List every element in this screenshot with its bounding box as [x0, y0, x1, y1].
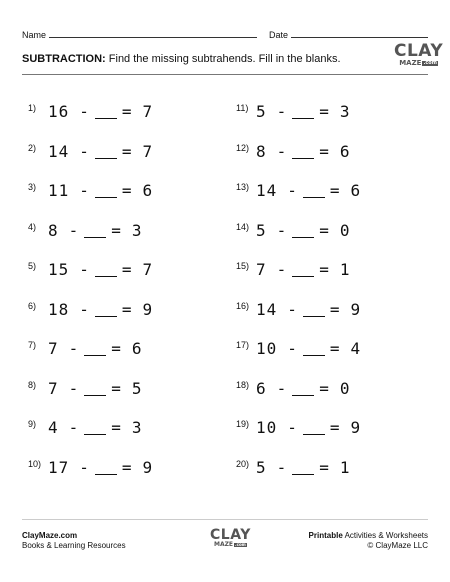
date-label: Date — [269, 30, 289, 40]
problem-equals: = — [319, 102, 330, 121]
problem-result: 3 — [131, 220, 143, 240]
answer-blank[interactable] — [292, 158, 314, 159]
problem-8 — [28, 379, 143, 399]
problem-equals: = — [319, 378, 330, 398]
problem-minus: - — [276, 260, 288, 279]
footer-printable-rest: Activities & Worksheets — [342, 531, 428, 540]
problem-result: 4 — [350, 339, 362, 358]
answer-blank[interactable] — [95, 276, 117, 277]
problem-result: 6 — [131, 339, 143, 358]
problem-number: 11) — [236, 103, 249, 113]
logo-maze-text: MAZE — [399, 59, 422, 67]
problem-result: 7 — [142, 102, 154, 121]
footer-tagline: Books & Learning Resources — [22, 541, 126, 550]
problem-minuend: 10 — [256, 418, 278, 437]
logo-clay-text: CLAY — [394, 41, 444, 61]
problem-minuend: 14 — [48, 141, 70, 161]
answer-blank[interactable] — [303, 316, 325, 317]
problem-number: 18) — [236, 379, 250, 390]
name-date-row — [22, 24, 428, 40]
problem-equals: = — [111, 378, 122, 398]
problem-number: 1) — [28, 103, 37, 113]
problem-minuend: 11 — [48, 181, 70, 200]
problem-result: 3 — [131, 418, 143, 437]
name-blank-line[interactable] — [49, 37, 257, 38]
problem-equals: = — [329, 299, 341, 319]
problem-minus: - — [287, 418, 298, 437]
claymaze-logo-icon — [394, 43, 443, 67]
problem-number: 20) — [236, 458, 250, 469]
header-divider — [22, 74, 428, 75]
problem-equals: = — [111, 418, 122, 437]
problem-number: 15) — [236, 261, 250, 271]
problem-15 — [236, 260, 351, 280]
problem-minuend: 8 — [48, 220, 59, 240]
problem-17 — [236, 339, 361, 359]
problem-minuend: 5 — [256, 102, 267, 121]
footer-left — [22, 531, 126, 551]
answer-blank[interactable] — [292, 474, 314, 475]
problem-number: 16) — [236, 300, 250, 311]
problem-minus: - — [79, 181, 90, 200]
problem-minuend: 16 — [48, 102, 70, 121]
problem-minuend: 14 — [256, 181, 278, 200]
answer-blank[interactable] — [95, 474, 117, 475]
problem-13 — [236, 181, 361, 201]
problem-equals: = — [121, 181, 133, 200]
problem-result: 1 — [339, 260, 351, 279]
problem-11 — [236, 102, 351, 122]
footer-printable-bold: Printable — [308, 531, 343, 540]
problem-equals: = — [121, 299, 133, 319]
problem-3 — [28, 181, 153, 201]
problem-minuend: 6 — [256, 378, 267, 398]
footer-printable — [309, 531, 428, 541]
name-label: Name — [22, 30, 47, 40]
answer-blank[interactable] — [95, 158, 117, 159]
problem-minus: - — [287, 181, 298, 200]
answer-blank[interactable] — [303, 355, 325, 356]
problem-minuend: 5 — [256, 220, 267, 240]
problem-minus: - — [68, 339, 80, 358]
problem-minus: - — [68, 220, 80, 240]
problem-number: 12) — [236, 142, 250, 153]
problem-equals: = — [319, 457, 330, 477]
answer-blank[interactable] — [84, 434, 106, 435]
problem-19 — [236, 418, 361, 438]
problem-2 — [28, 142, 153, 162]
answer-blank[interactable] — [95, 316, 117, 317]
answer-blank[interactable] — [84, 395, 106, 396]
problem-12 — [236, 142, 351, 162]
problem-20 — [236, 458, 351, 478]
footer-divider — [22, 519, 428, 520]
problem-18 — [236, 379, 351, 399]
problem-equals: = — [121, 260, 133, 279]
problem-minuend: 17 — [48, 457, 70, 477]
answer-blank[interactable] — [95, 118, 117, 119]
answer-blank[interactable] — [292, 395, 314, 396]
answer-blank[interactable] — [303, 434, 325, 435]
footer-logo-com-text: .com — [235, 542, 246, 547]
footer-logo-clay-text: CLAY — [210, 527, 251, 543]
problem-equals: = — [111, 220, 122, 240]
answer-blank[interactable] — [292, 237, 314, 238]
problem-14 — [236, 221, 351, 241]
instructions-text: Find the missing subtrahends. Fill in the blanks. — [108, 53, 341, 65]
problem-minus: - — [79, 457, 90, 477]
claymaze-footer-logo-icon — [210, 528, 251, 548]
problem-number: 6) — [28, 300, 37, 311]
footer-copyright: © ClayMaze LLC — [367, 541, 428, 550]
problem-result: 9 — [350, 299, 362, 319]
problem-result: 9 — [142, 457, 154, 477]
logo-com-text: .com — [423, 60, 437, 66]
problem-minuend: 7 — [256, 260, 267, 279]
problem-equals: = — [329, 181, 341, 200]
problem-minus: - — [79, 102, 90, 121]
problem-minuend: 7 — [48, 378, 59, 398]
problem-minuend: 7 — [48, 339, 59, 358]
problem-minus: - — [276, 220, 288, 240]
problem-minus: - — [79, 299, 90, 319]
date-blank-line[interactable] — [291, 37, 428, 38]
problem-result: 0 — [339, 378, 351, 398]
instructions — [22, 52, 362, 66]
answer-blank[interactable] — [303, 197, 325, 198]
problem-5 — [28, 260, 153, 280]
problem-result: 3 — [339, 102, 351, 121]
problem-result: 9 — [142, 299, 154, 319]
answer-blank[interactable] — [292, 276, 314, 277]
footer-logo-maze-text: MAZE — [213, 541, 234, 548]
problem-7 — [28, 339, 143, 359]
answer-blank[interactable] — [84, 237, 106, 238]
problem-equals: = — [121, 457, 133, 477]
problem-result: 7 — [142, 141, 154, 161]
problem-minuend: 5 — [256, 457, 267, 477]
footer-right — [309, 531, 428, 551]
problem-equals: = — [121, 102, 133, 121]
problem-number: 13) — [236, 182, 250, 192]
problem-minus: - — [79, 260, 90, 279]
problem-equals: = — [319, 141, 330, 161]
problem-6 — [28, 300, 153, 320]
problem-number: 9) — [28, 419, 37, 429]
problem-result: 9 — [350, 418, 362, 437]
problem-minuend: 14 — [256, 299, 278, 319]
problem-number: 3) — [28, 182, 37, 192]
problem-minuend: 4 — [48, 418, 59, 437]
answer-blank[interactable] — [95, 197, 117, 198]
footer-logo-maze-row — [214, 542, 247, 548]
problem-number: 7) — [28, 340, 37, 350]
problem-number: 4) — [28, 221, 37, 232]
problem-result: 6 — [339, 141, 351, 161]
problem-number: 2) — [28, 142, 37, 153]
problem-minus: - — [68, 418, 80, 437]
problem-minus: - — [276, 141, 288, 161]
problem-minus: - — [68, 378, 80, 398]
problem-1 — [28, 102, 153, 122]
problem-result: 1 — [339, 457, 351, 477]
problem-4 — [28, 221, 143, 241]
problem-9 — [28, 418, 143, 438]
problem-number: 17) — [236, 340, 250, 350]
problem-minus: - — [287, 339, 298, 358]
problem-number: 5) — [28, 261, 37, 271]
problem-minuend: 18 — [48, 299, 70, 319]
problem-minus: - — [276, 102, 288, 121]
problem-minus: - — [276, 457, 288, 477]
problem-result: 7 — [142, 260, 154, 279]
problem-equals: = — [329, 339, 341, 358]
problem-minuend: 15 — [48, 260, 70, 279]
problem-equals: = — [319, 260, 330, 279]
problem-number: 14) — [236, 221, 250, 232]
problem-minuend: 8 — [256, 141, 267, 161]
problem-minus: - — [276, 378, 288, 398]
problem-16 — [236, 300, 361, 320]
problem-equals: = — [121, 141, 133, 161]
problem-10 — [28, 458, 153, 478]
problem-number: 8) — [28, 379, 37, 390]
problem-minus: - — [287, 299, 298, 319]
answer-blank[interactable] — [84, 355, 106, 356]
problem-number: 19) — [236, 419, 250, 429]
problem-equals: = — [111, 339, 122, 358]
problem-equals: = — [319, 220, 330, 240]
problem-equals: = — [329, 418, 341, 437]
problem-result: 5 — [131, 378, 143, 398]
answer-blank[interactable] — [292, 118, 314, 119]
instructions-title: SUBTRACTION: — [22, 53, 106, 65]
logo-maze-row — [399, 60, 438, 67]
problem-result: 0 — [339, 220, 351, 240]
problem-number: 10) — [28, 458, 42, 469]
footer-site: ClayMaze.com — [22, 531, 78, 540]
problem-result: 6 — [142, 181, 154, 200]
problem-minuend: 10 — [256, 339, 278, 358]
problem-minus: - — [79, 141, 90, 161]
problem-result: 6 — [350, 181, 362, 200]
